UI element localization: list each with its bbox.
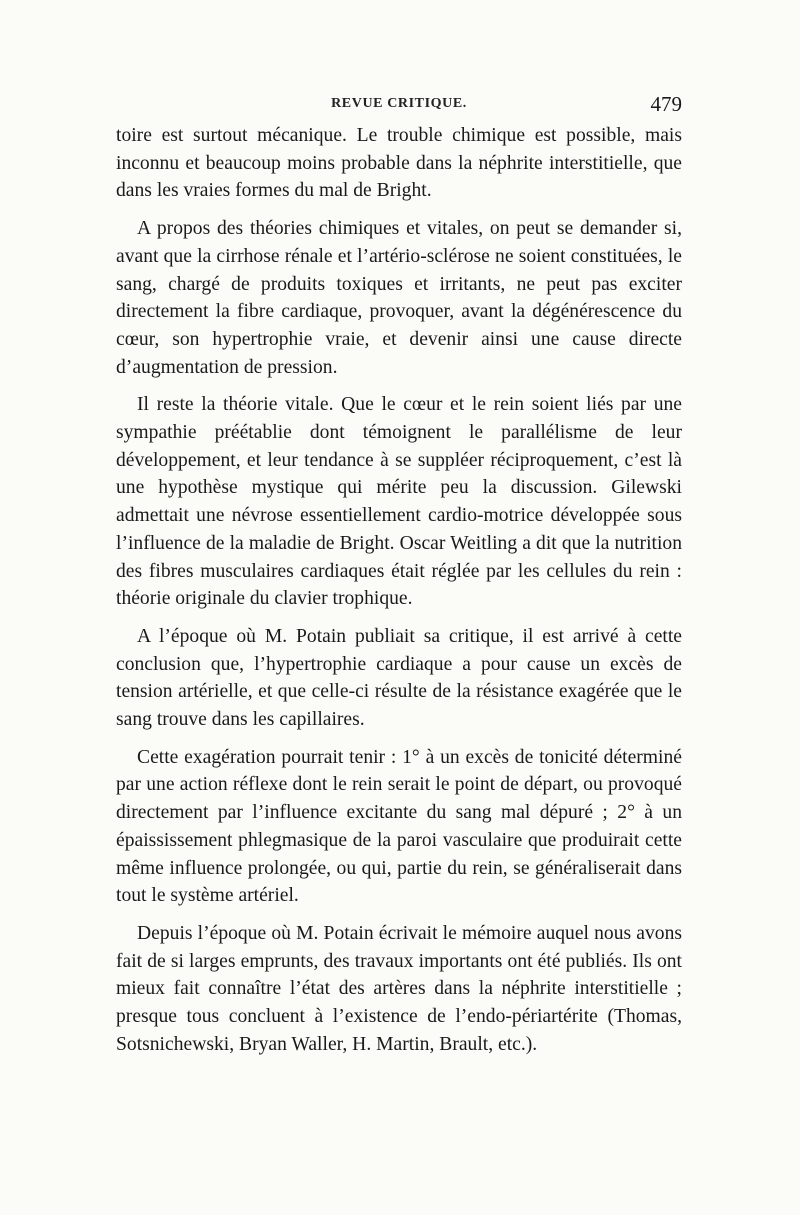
paragraph: Il reste la théorie vitale. Que le cœur et le rein soient liés par une sympathie préétablie dont témoignent le parallélisme de leur développement, et leur tendance à se suppléer réciproquement, c’est là une hypothèse mystique qui mérite peu la discussion. Gilewski admettait une névrose essentiellement cardio-motrice développée sous l’influence de la maladie de Bright. Oscar Weitling a dit que la nutrition des fibres musculaires cardiaques était réglée par les cellules du rein : théorie originale du clavier trophique.: [116, 394, 682, 610]
paragraph: A l’époque où M. Potain publiait sa critique, il est arrivé à cette conclusion que, l’hypertrophie cardiaque a pour cause un excès de tension artérielle, et que celle-ci résulte de la résistance exagérée que le sang trouve dans les capillaires.: [116, 625, 682, 731]
paragraph: Depuis l’époque où M. Potain écrivait le mémoire auquel nous avons fait de si larges emprunts, des travaux importants ont été publiés. Ils ont mieux fait connaître l’état des artères dans la néphrite interstitielle ; presque tous concluent à l’existence de l’endo-périartérite (Thomas, Sotsnichewski, Bryan Waller, H. Martin, Brault, etc.).: [116, 922, 682, 1055]
paragraph: toire est surtout mécanique. Le trouble chimique est possible, mais inconnu et beaucoup moins probable dans la néphrite interstitielle, que dans les vraies formes du mal de Bright.: [116, 125, 682, 202]
page-number: 479: [650, 92, 682, 116]
body-text: [116, 122, 682, 1059]
running-title: REVUE CRITIQUE.: [331, 96, 467, 111]
paragraph: Cette exagération pourrait tenir : 1° à un excès de tonicité déterminé par une action réflexe dont le rein serait le point de départ, ou provoqué directement par l’influence excitante du sang mal dépuré ; 2° à un épaississement phlegmasique de la paroi vasculaire que produirait cette même influence prolongée, ou qui, partie du rein, se généraliserait dans tout le système artériel.: [116, 746, 682, 907]
paragraph: A propos des théories chimiques et vitales, on peut se demander si, avant que la cirrhose rénale et l’artério-sclérose ne soient constituées, le sang, chargé de produits toxiques et irritants, ne peut pas exciter directement la fibre cardiaque, provoquer, avant la dégénérescence du cœur, son hypertrophie vraie, et devenir ainsi une cause directe d’augmentation de pression.: [116, 218, 682, 378]
running-head: [116, 92, 682, 120]
book-page: [116, 92, 682, 1172]
